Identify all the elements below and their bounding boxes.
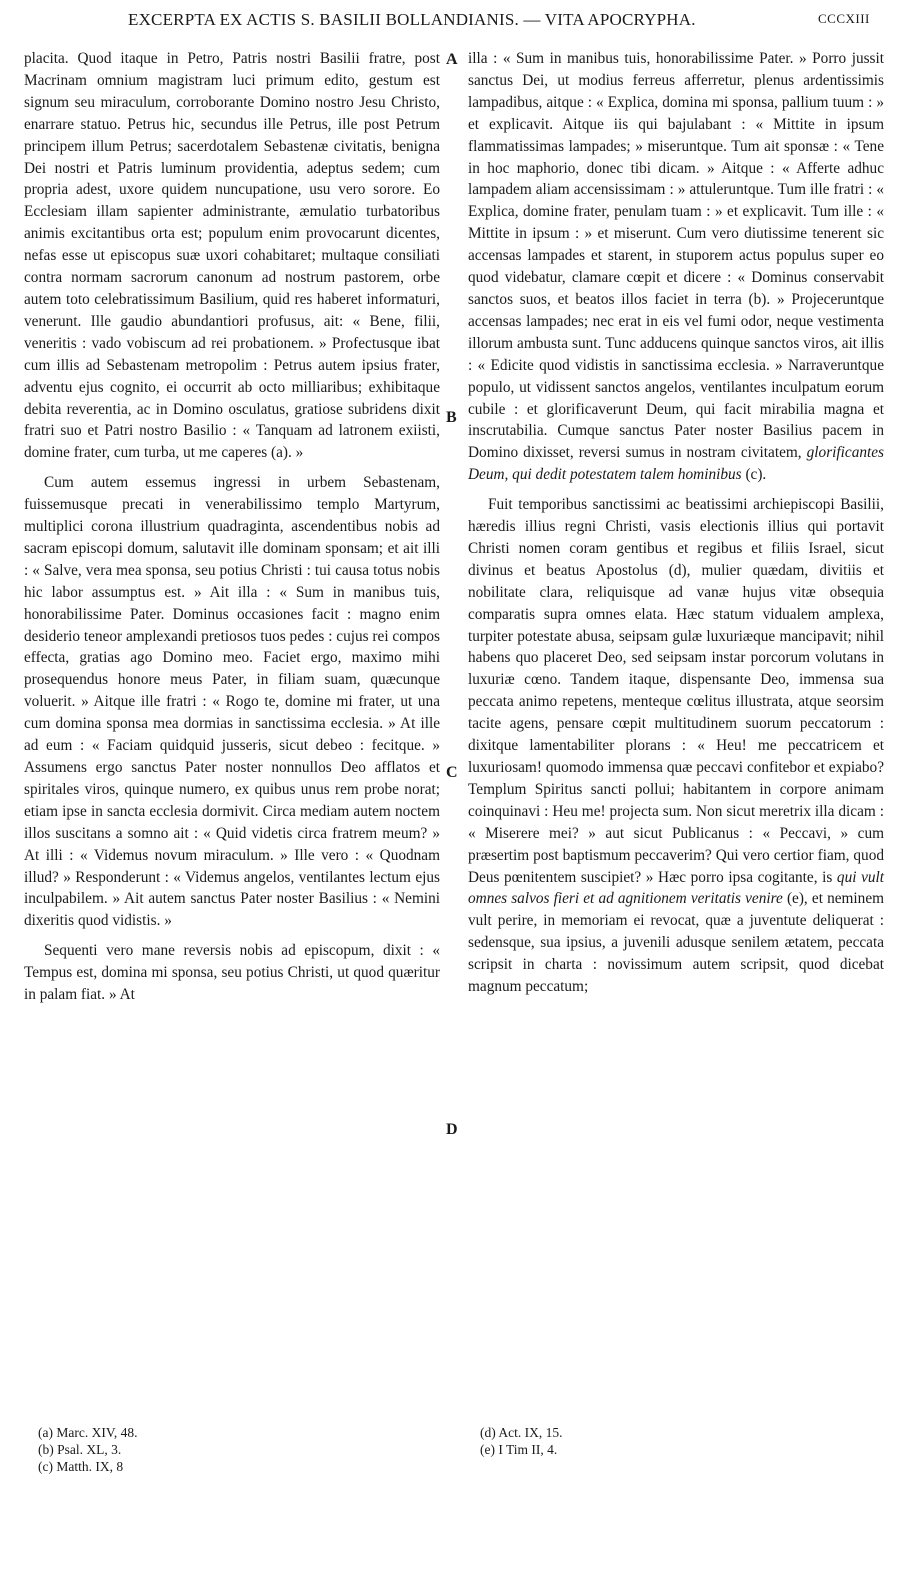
footnotes-left [38, 1424, 137, 1475]
footnote: (c) Matth. IX, 8 [38, 1459, 124, 1474]
paragraph [468, 48, 884, 486]
page-number: CCCXIII [818, 11, 870, 26]
paragraph-text: illa : « Sum in manibus tuis, honorabilissime Pater. » Porro jussit sanctus Dei, ut modius ferreus afferretur, plenus ardentissimis lampadibus, aitque : « Explica, domina mi sponsa, pallium tuum : » et explicavit. Aitque iis qui bajulabant : « Mittite in ipsum flammatissimas lampades; » miseruntque. Tum ait sponsæ : « Tene in hoc maphorio, donec tibi dicam. » Aitque : « Afferte adhuc lampadem aliam accensissimam : » attuleruntque. Tum ille fratri : « Explica, domine frater, penulam tuam : » et explicavit. Tum ille : « Mittite in ipsum : » et miserunt. Cum vero diutissime tenerent sic accensas lampades et starent, in stuporem actus populus super eo quod videbatur, clamare cœpit et dicere : « Dominus conservabit sanctos suos, et beatos illos faciet in terra (b). » Projeceruntque accensas lampades; nec erat in eis vel fumi odor, neque vestimenta illorum ambusta sunt. Tunc adducens quinque sanctos viros, ait illis : « Edicite quod vidistis in sanctissima ecclesia. » Narraveruntque populo, ut vidissent sanctos angelos, ventilantes inculpatum eorum cubile : et glorificaverunt Deum, qui facit mirabilia magna et inscrutabilia. Cumque sanctus Pater noster Basilius pacem in Domino dixisset, reversi sumus in nostram civitatem, [468, 50, 884, 462]
paragraph-text: (e), et neminem vult perire, in memoriam ei revocat, quæ a juventute deliquerat : sedensque, sua ipsius, a juvenili adusque senilem ætatem, peccata scripsit in charta : novissimum autem scripsit, quod dicebat magnum peccatum; [468, 890, 885, 996]
paragraph-text: Fuit temporibus sanctissimi ac beatissimi archiepiscopi Basilii, hæredis illius regni Christi, vasis electionis illius qui portavit Christi nomen coram gentibus et regibus et filiis Israel, sicut divinus et beatus Apostolus (d), mulier quædam, divitiis et nobilitate clara, reliquisque ad vanæ hujus vitæ obsequia comparatis supra omnes elata. Hæc statum vidualem amplexa, turpiter potestate abusa, seipsam gulæ luxuriæque mancipavit; nihil habens quo placeret Deo, sed seipsam instar porcorum volutans in luxuriæ cœno. Tandem itaque, dispensante Deo, immensa sua peccata animo repetens, menteque cœlitus illustrata, atque seorsim tacite agens, pensare cœpit multitudinem suorum peccatorum : dixitque lamentabiliter plorans : « Heu! me peccatricem et luxuriosam! quomodo immensa quæ peccavi confitebor et expiabo? Templum Spiritus sancti pollui; habitantem in corpore animam coinquinavi : Heu me! projecta sum. Non sicut meretrix illa dicam : « Miserere mei? » aut sicut Publicanus : « Peccavi, » cum præsertim post baptismum peccaverim? Qui vero certior fiam, quod Deus pœnitentem suscipiet? » Hæc porro ipsa cogitante, is [468, 496, 884, 886]
footnote: (d) Act. IX, 15. [480, 1425, 563, 1440]
paragraph: Cum autem essemus ingressi in urbem Sebastenam, fuissemusque precati in venerabilissimo templo Martyrum, multiplici corona illustrium quadraginta, ascendentibus nobis ad sacram episcopi domum, salutavit ille dominam sponsam; et ait illi : « Salve, vera mea sponsa, seu potius Christi : tui causa totus nobis hic labor assumptus est. » Ait illa : « Sum in manibus tuis, honorabilissime Pater. Dominus occasiones facit : magno enim desiderio teneor amplexandi pretiosos tuos pedes : cujus rei compos effecta, gratias ago Domino meo. Faciet ergo, maximo mihi prosequendus honore meus Pater, in filiam suam, quæcunque voluerit. » Aitque ille fratri : « Rogo te, domine mi frater, ut una cum domina sponsa mea dormias in sanctissima ecclesia. » At ille ad eum : « Faciam quidquid jusseris, sicut debeo : fecitque. » Assumens ergo sanctus Pater noster nonnullos Deo afflatos et spiritales viros, quinque numero, ex quibus unus rem probe norat; etiam ipse in sancta ecclesia dormivit. Circa mediam autem noctem illos suscitans a somno ait : « Quid videtis circa fratrem meum? » At illi : « Videmus novum miraculum. » Ille vero : « Quodnam illud? » Responderunt : « Videmus angelos, ventilantes lectum ejus inculpabilem. » Ait autem sanctus Pater noster Basilius : « Nemini dixeritis quod vidistis. » [24, 474, 440, 930]
margin-marker-c: C [446, 764, 458, 781]
scripture-quote: qui vult omnes salvos fieri et ad agnitionem veritatis venire [468, 868, 885, 908]
right-column [468, 48, 884, 998]
running-header [0, 10, 904, 34]
margin-marker-d: D [446, 1121, 458, 1138]
margin-marker-b: B [446, 409, 457, 426]
left-column [24, 48, 440, 1006]
paragraph: Sequenti vero mane reversis nobis ad episcopum, dixit : « Tempus est, domina mi sponsa, seu potius Christi, ut quod quæritur in palam fiat. » At [24, 942, 440, 1004]
footnote: (a) Marc. XIV, 48. [38, 1425, 138, 1440]
margin-marker-a: A [446, 51, 458, 68]
footnote: (b) Psal. XL, 3. [38, 1442, 122, 1457]
running-title: EXCERPTA EX ACTIS S. BASILII BOLLANDIANIS. — VITA APOCRYPHA. [128, 10, 696, 29]
paragraph: placita. Quod itaque in Petro, Patris nostri Basilii fratre, post Macrinam omnium magistram luci primum edito, gestum est signum seu miraculum, corroborante Domino nostro Jesu Christo, enarrare statuo. Petrus hic, secundus ille Petrus, ille post Petrum principem illum Petrus; sacerdotalem Sebastenæ civitatis, benigna Dei nostri et Patris luminum providentia, adeptus sedem; cum propria adest, uxore quidem nuncupatione, usu vero sorore. Eo Ecclesiam illam sapienter administrante, æmulatio turbatoribus animis excitantibus orta est; populum enim provocarunt dicentes, nefas esse ut episcopus suæ uxori cohabitaret; multaque consiliati contra normam sacrorum canonum ad nostrum pastorem, orbe autem toto celebratissimum Basilium, quid res haberet informaturi, venerunt. Ille gaudio abundantiori profusus, ait: « Bene, filii, veneritis : vado vobiscum ad rei probationem. » Profectusque ibat cum illis ad Sebastenam metropolim : Petrus autem ipsius frater, adventu ejus cognito, ei occurrit ab octo milliaribus; exhibitaque debita reverentia, ac in Domino osculatus, gratiose subridens dixit fratri suo et Patri nostro Basilio : « Tanquam ad latronem exiisti, domine frater, cum turba, ut me caperes (a). » [24, 50, 440, 462]
footnotes-right [480, 1424, 562, 1458]
citation-ref: (c). [745, 466, 767, 484]
scripture-quote: glorificantes Deum, qui dedit potestatem talem hominibus [468, 444, 884, 484]
footnote: (e) I Tim II, 4. [480, 1442, 558, 1457]
paragraph [468, 494, 884, 998]
